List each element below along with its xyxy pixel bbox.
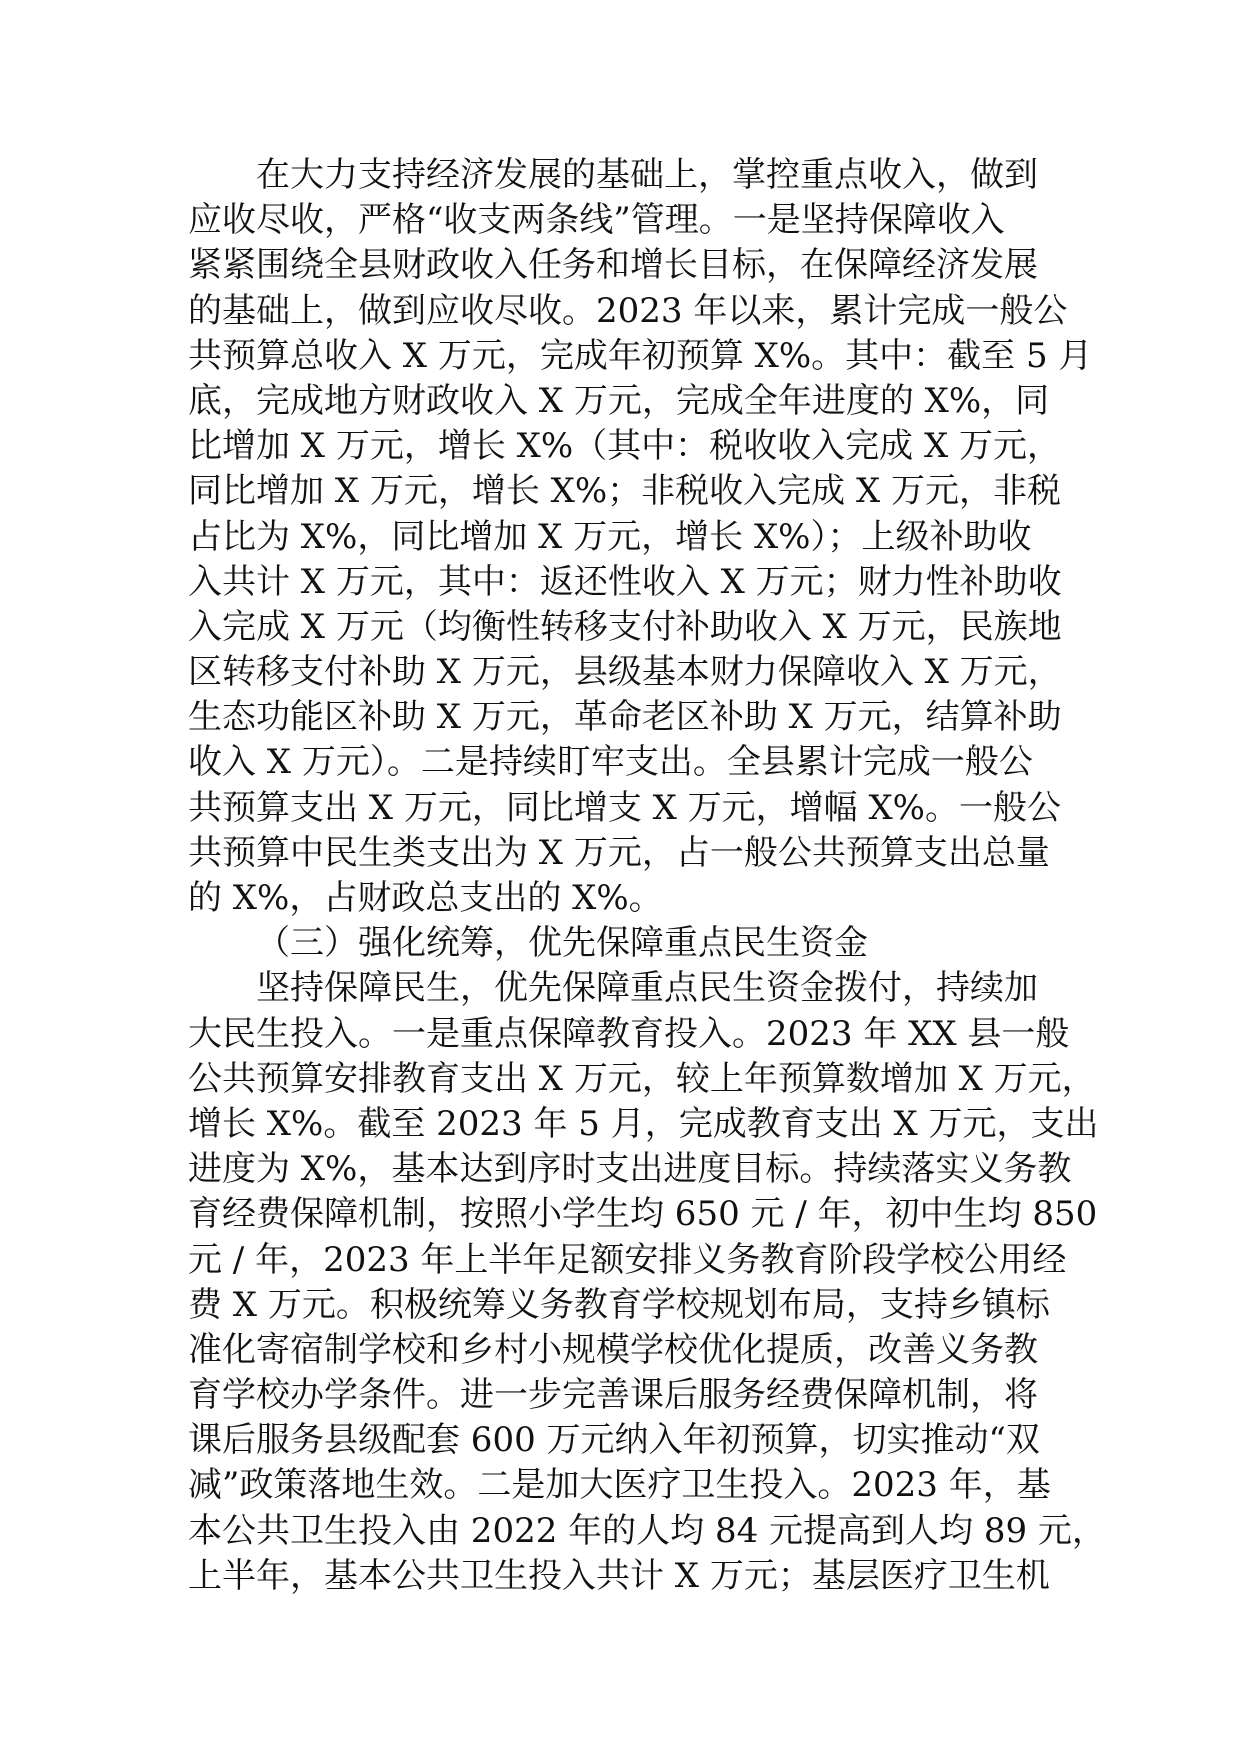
text-line: 应收尽收，严格“收支两条线”管理。一是坚持保障收入 [188,200,1005,241]
text-line: 收入 X 万元）。二是持续盯牢支出。全县累计完成一般公 [188,742,1033,783]
text-line: 公共预算安排教育支出 X 万元，较上年预算数增加 X 万元， [188,1058,1096,1099]
text-line: 在大力支持经济发展的基础上，掌控重点收入，做到 [256,155,1038,195]
text-line: 准化寄宿制学校和乡村小规模学校优化提质，改善义务教 [188,1329,1038,1370]
text-line: 生态功能区补助 X 万元，革命老区补助 X 万元，结算补助 [188,697,1062,738]
text-line: 费 X 万元。积极统筹义务教育学校规划布局，支持乡镇标 [188,1284,1050,1325]
body-text [188,153,1106,1599]
text-line: 课后服务县级配套 600 万元纳入年初预算，切实推动“双 [188,1420,1040,1461]
paragraph-1 [188,153,1093,921]
text-line: 坚持保障民生，优先保障重点民生资金拨付，持续加 [256,968,1038,1009]
text-line: 进度为 X%，基本达到序时支出进度目标。持续落实义务教 [188,1149,1072,1190]
text-line: 比增加 X 万元，增长 X%（其中：税收收入完成 X 万元， [188,426,1061,467]
text-line: 减”政策落地生效。二是加大医疗卫生投入。2023 年，基 [188,1465,1051,1506]
text-line: 大民生投入。一是重点保障教育投入。2023 年 XX 县一般 [188,1013,1070,1054]
text-line: 本公共卫生投入由 2022 年的人均 84 元提高到人均 89 元， [188,1510,1106,1551]
text-line: 上半年，基本公共卫生投入共计 X 万元；基层医疗卫生机 [188,1555,1050,1596]
text-line: 增长 X%。截至 2023 年 5 月，完成教育支出 X 万元，支出 [188,1103,1099,1144]
text-line: 共预算总收入 X 万元，完成年初预算 X%。其中：截至 5 月 [188,335,1093,376]
text-line: 育学校办学条件。进一步完善课后服务经费保障机制，将 [188,1375,1038,1416]
section-heading: （三）强化统筹，优先保障重点民生资金 [256,923,868,964]
paragraph-2 [188,966,1106,1599]
text-line: 底，完成地方财政收入 X 万元，完成全年进度的 X%，同 [188,380,1050,421]
text-line: 的 X%，占财政总支出的 X%。 [188,878,663,918]
text-line: 共预算支出 X 万元，同比增支 X 万元，增幅 X%。一般公 [188,787,1061,828]
text-line: 育经费保障机制，按照小学生均 650 元 / 年，初中生均 850 [188,1194,1098,1235]
text-line: 共预算中民生类支出为 X 万元，占一般公共预算支出总量 [188,832,1050,873]
text-line: 占比为 X%，同比增加 X 万元，增长 X%）；上级补助收 [188,516,1032,557]
text-line: 的基础上，做到应收尽收。2023 年以来，累计完成一般公 [188,290,1068,331]
text-line: 区转移支付补助 X 万元，县级基本财力保障收入 X 万元， [188,652,1062,693]
text-line: 元 / 年，2023 年上半年足额安排义务教育阶段学校公用经 [188,1239,1067,1280]
text-line: 同比增加 X 万元，增长 X%；非税收入完成 X 万元，非税 [188,471,1061,512]
text-line: 紧紧围绕全县财政收入任务和增长目标，在保障经济发展 [188,245,1038,286]
text-line: 入完成 X 万元（均衡性转移支付补助收入 X 万元，民族地 [188,606,1062,647]
text-line: 入共计 X 万元，其中：返还性收入 X 万元；财力性补助收 [188,561,1062,602]
